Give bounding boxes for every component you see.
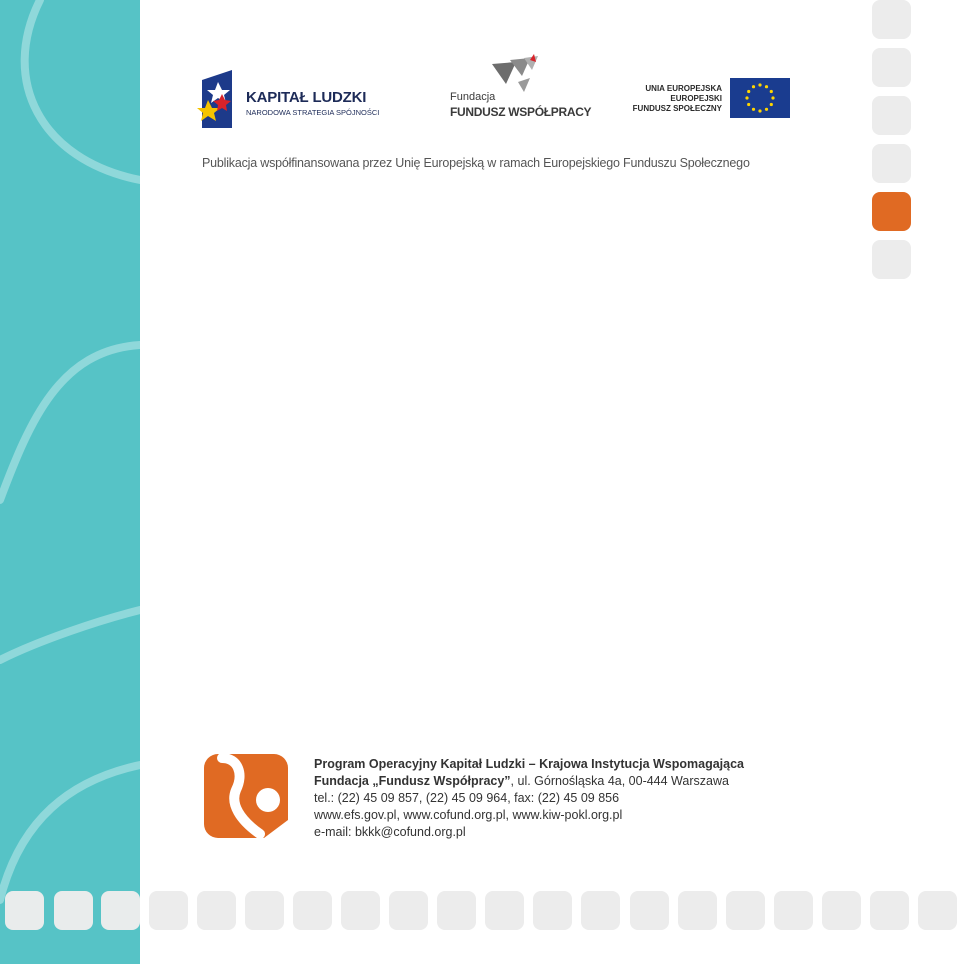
bottom-square: [149, 891, 188, 930]
decorative-curves: [0, 0, 140, 964]
eu-line-1: UNIA EUROPEJSKA: [645, 84, 722, 93]
fundusz-wspolpracy-label: FUNDUSZ WSPÓŁPRACY: [450, 105, 592, 119]
cofund-logo-icon: [204, 754, 288, 838]
bottom-square: [774, 891, 813, 930]
side-tab-3[interactable]: [872, 96, 911, 135]
fundusz-wspolpracy-logo: [448, 54, 592, 124]
bottom-square: [389, 891, 428, 930]
kapital-ludzki-emblem-icon: [196, 70, 236, 130]
eu-efs-logo: [626, 78, 796, 120]
side-tab-5-active[interactable]: [872, 192, 911, 231]
bottom-square: [485, 891, 524, 930]
footer-address: , ul. Górnośląska 4a, 00-444 Warszawa: [510, 774, 729, 788]
bottom-square: [630, 891, 669, 930]
footer-address-line: [314, 773, 744, 790]
footer-phone-line: tel.: (22) 45 09 857, (22) 45 09 964, fax: (22) 45 09 856: [314, 791, 620, 805]
fundacja-label: Fundacja: [450, 91, 496, 103]
footer-foundation-name: Fundacja „Fundusz Współpracy”: [314, 774, 511, 788]
paper-planes-icon: [488, 54, 578, 98]
footer-websites-line[interactable]: www.efs.gov.pl, www.cofund.org.pl, www.kiw-pokl.org.pl: [314, 808, 623, 822]
eu-line-2: EUROPEJSKI: [670, 94, 722, 103]
eu-line-3: FUNDUSZ SPOŁECZNY: [632, 104, 722, 113]
kapital-ludzki-title: KAPITAŁ LUDZKI: [246, 89, 367, 106]
bottom-square: [245, 891, 284, 930]
eu-flag-icon: [730, 78, 790, 118]
bottom-square: [581, 891, 620, 930]
side-tab-1[interactable]: [872, 0, 911, 39]
bottom-square: [293, 891, 332, 930]
bottom-square: [870, 891, 909, 930]
kapital-ludzki-subtitle: NARODOWA STRATEGIA SPÓJNOŚCI: [246, 108, 380, 117]
bottom-square: [341, 891, 380, 930]
bottom-square: [918, 891, 957, 930]
footer-program-line: Program Operacyjny Kapitał Ludzki – Krajowa Instytucja Wspomagająca: [314, 757, 744, 771]
bottom-square: [678, 891, 717, 930]
bottom-square: [5, 891, 44, 930]
side-tab-2[interactable]: [872, 48, 911, 87]
contact-block: [314, 756, 744, 841]
bottom-square: [726, 891, 765, 930]
bottom-square: [54, 891, 93, 930]
bottom-square: [437, 891, 476, 930]
footer-email-line[interactable]: e-mail: bkkk@cofund.org.pl: [314, 825, 466, 839]
bottom-square: [533, 891, 572, 930]
publication-note: Publikacja współfinansowana przez Unię Europejską w ramach Europejskiego Funduszu Społecznego: [202, 156, 750, 170]
teal-side-strip: [0, 0, 140, 964]
bottom-square: [101, 891, 140, 930]
kapital-ludzki-logo: [196, 70, 386, 130]
side-tab-4[interactable]: [872, 144, 911, 183]
side-tab-6[interactable]: [872, 240, 911, 279]
bottom-square: [197, 891, 236, 930]
bottom-square: [822, 891, 861, 930]
